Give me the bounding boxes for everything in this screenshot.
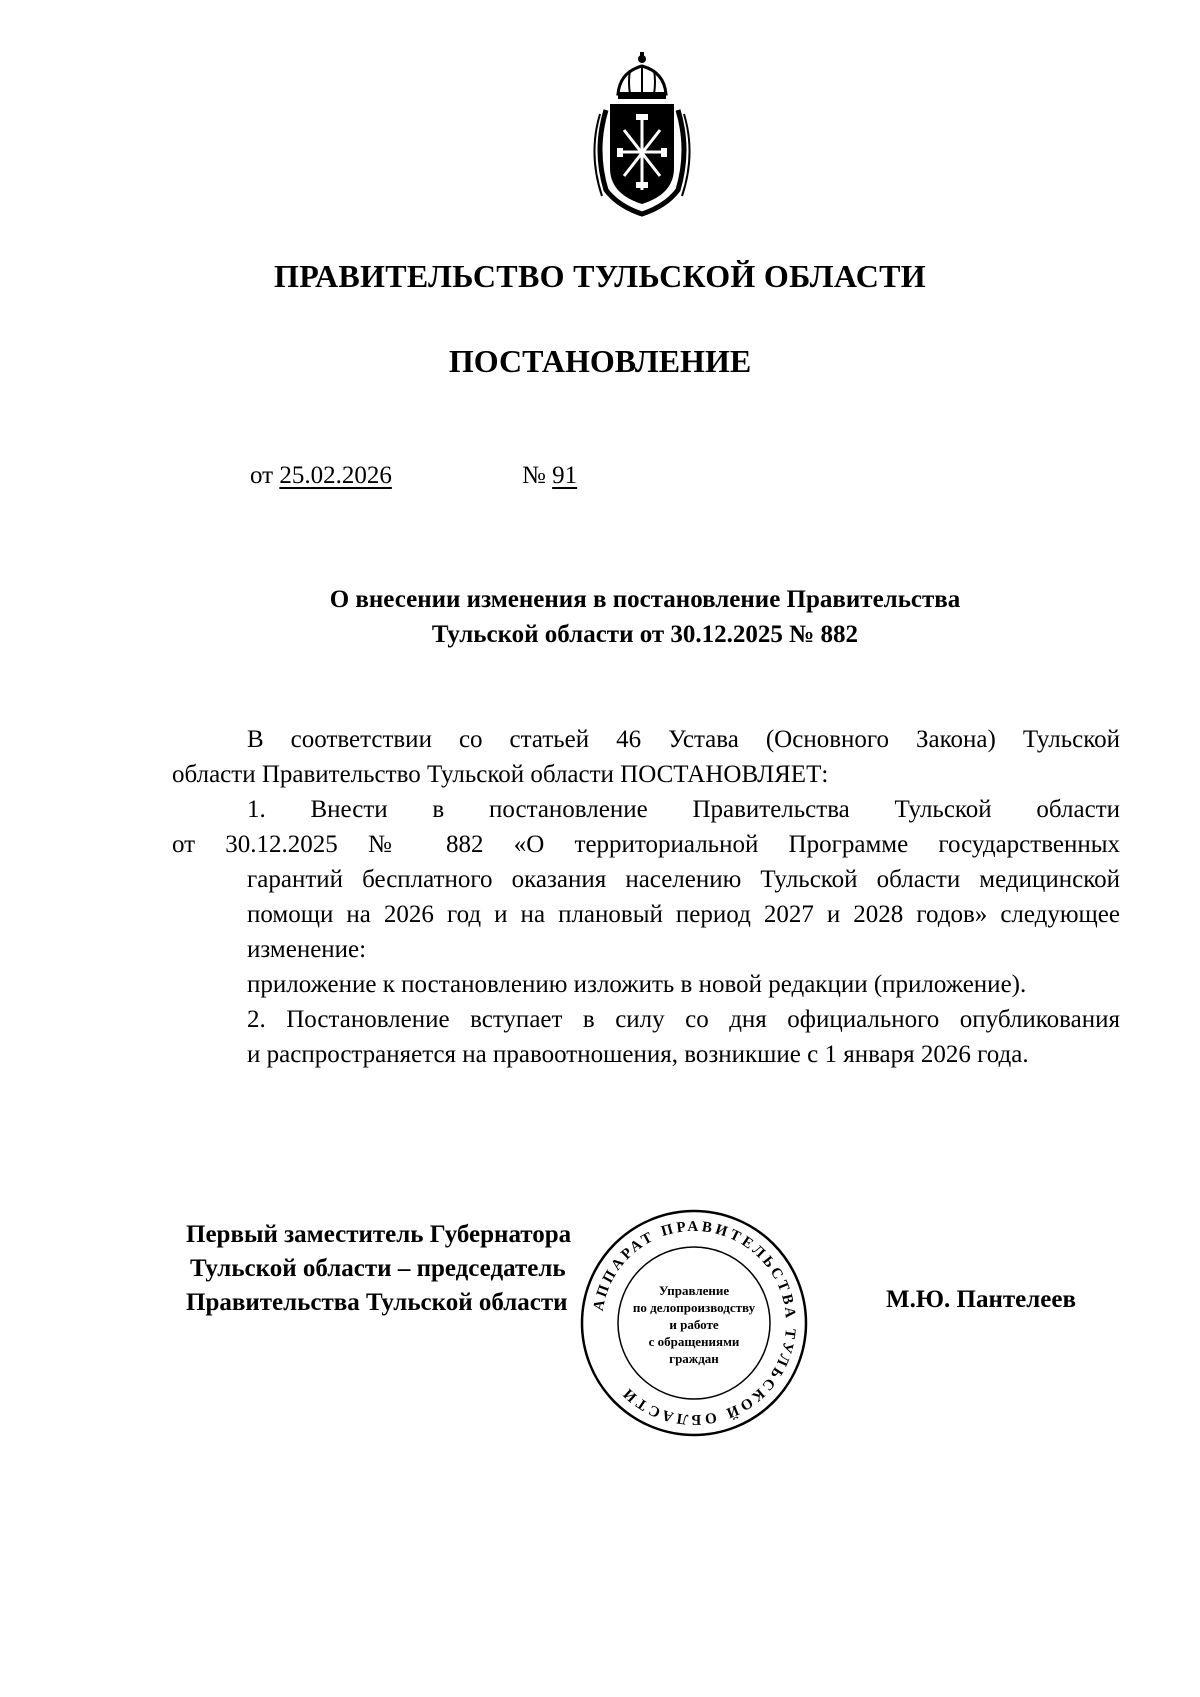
signatory-position-line-1: Первый заместитель Губернатора [186,1221,572,1248]
item-2-line-1: 2. Постановление вступает в силу со дня официального опубликования [247,1006,1120,1033]
organization-title: ПРАВИТЕЛЬСТВО ТУЛЬСКОЙ ОБЛАСТИ [274,258,926,294]
number-prefix: № [522,462,546,489]
preamble-paragraph [172,722,1120,792]
preamble-line-1: В соответствии со статьей 46 Устава (Основного Закона) Тульской [247,726,1120,753]
item-1-line-5: изменение: [247,936,367,963]
stamp-center-line-2: по делопроизводству [632,1300,756,1315]
item-1-line-3: гарантий бесплатного оказания населению Тульской области медицинской [247,866,1120,893]
signatory-position-line-2: Тульской области – председатель [190,1255,566,1282]
tula-coat-of-arms-icon [588,50,696,218]
item-1-subparagraph: приложение к постановлению изложить в новой редакции (приложение). [247,971,1027,998]
document-number-line [522,462,577,490]
item-1-line-2: от 30.12.2025 № 882 «О территориальной Программе государственных [172,831,1120,858]
signatory-position-line-3: Правительства Тульской области [186,1289,568,1316]
stamp-ring-text: АППАРАТ ПРАВИТЕЛЬСТВА ТУЛЬСКОЙ ОБЛАСТИ [590,1218,799,1428]
preamble-line-2: области Правительство Тульской области ПОСТАНОВЛЯЕТ: [172,761,829,788]
document-date-line [250,462,392,490]
document-body [172,722,1120,1072]
stamp-center-line-3: и работе [669,1317,719,1332]
item-2-line-2: и распространяется на правоотношения, возникшие с 1 января 2026 года. [247,1041,1029,1068]
document-type-title: ПОСТАНОВЛЕНИЕ [448,343,752,379]
subject-line-1: О внесении изменения в постановление Правительства [329,586,961,613]
document-date: 25.02.2026 [279,462,392,489]
stamp-center-line-4: с обращениями [648,1334,740,1349]
stamp-center-line-1: Управление [658,1283,730,1298]
item-1-line-1: 1. Внести в постановление Правительства Тульской области [247,796,1120,823]
signatory-name: М.Ю. Пантелеев [886,1286,1076,1313]
official-stamp [578,1207,810,1439]
item-1-paragraph [172,792,1120,967]
item-1-line-4: помощи на 2026 год и на плановый период 2027 и 2028 годов» следующее [247,901,1120,928]
document-number: 91 [552,462,578,489]
item-2-paragraph [172,1002,1120,1072]
date-prefix: от [250,462,274,489]
signatory-position [186,1218,571,1320]
subject-line-2: Тульской области от 30.12.2025 № 882 [431,621,859,648]
document-subject [170,582,1120,652]
stamp-center-line-5: граждан [669,1351,719,1366]
